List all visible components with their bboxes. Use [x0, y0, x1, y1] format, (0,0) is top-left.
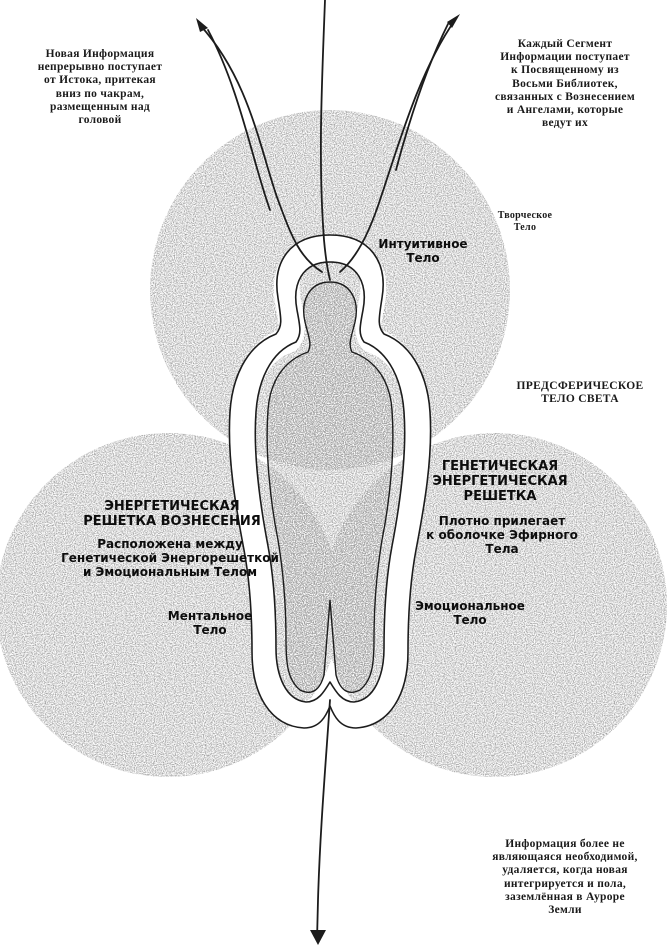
arrow-up-left [196, 18, 208, 32]
genetic-grid-desc: Плотно прилегает к оболочке Эфирного Тела [426, 514, 578, 556]
prespheric-body-label: ПРЕДСФЕРИЧЕСКОЕ ТЕЛО СВЕТА [516, 380, 644, 406]
ascension-grid-label: ЭНЕРГЕТИЧЕСКАЯ РЕШЕТКА ВОЗНЕСЕНИЯ [83, 499, 261, 529]
emotional-body-label: Эмоциональное Тело [415, 599, 525, 627]
arrow-up-right [447, 14, 460, 28]
arrow-down [310, 930, 326, 945]
creative-body-label: Творческое Тело [497, 210, 553, 233]
root-line [317, 700, 330, 940]
mental-body-label: Ментальное Тело [167, 609, 253, 637]
ascension-grid-desc: Расположена между Генетической Энергорешеткой и Эмоциональным Телом [61, 537, 279, 579]
top-left-note: Новая Информация непрерывно поступает от Истока, притекая вниз по чакрам, размещенным над головой [37, 48, 163, 127]
bottom-right-note: Информация более не являющаяся необходимой, удаляется, когда новая интегрируется и пола, заземлённая в Ауроре Земли [492, 838, 638, 917]
top-right-note: Каждый Сегмент Информации поступает к Посвященному из Восьми Библиотек, связанных с Вознесением и Ангелами, которые ведут их [495, 38, 635, 130]
intuitive-body-label: Интуитивное Тело [378, 237, 468, 265]
genetic-grid-label: ГЕНЕТИЧЕСКАЯ ЭНЕРГЕТИЧЕСКАЯ РЕШЕТКА [432, 459, 568, 504]
